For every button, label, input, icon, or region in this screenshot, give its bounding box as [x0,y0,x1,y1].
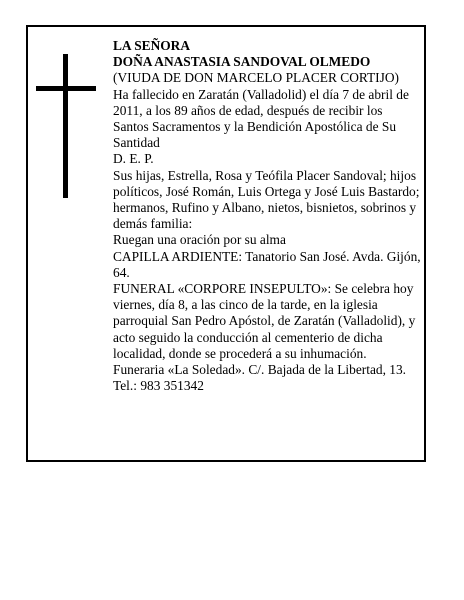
widow-of-line: (VIUDA DE DON MARCELO PLACER CORTIJO) [113,70,399,86]
chapel-info: CAPILLA ARDIENTE: Tanatorio San José. Avda. Gijón, 64. [113,248,421,280]
obituary-text [113,38,421,394]
dep-line: D. E. P. [113,151,154,167]
funeral-home-info: Funeraria «La Soledad». C/. Bajada de la Libertad, 13. Tel.: 983 351342 [113,362,407,394]
cross-icon [36,54,96,198]
deceased-name: DOÑA ANASTASIA SANDOVAL OLMEDO [113,54,371,70]
cross-horizontal-bar [36,86,96,91]
funeral-info: FUNERAL «CORPORE INSEPULTO»: Se celebra hoy viernes, día 8, a las cinco de la tarde, en la iglesia parroquial San Pedro Apóstol, de Zaratán (Valladolid), y acto seguido la conducción al cementerio de dicha localidad, donde se procederá a su inhumación. [113,281,416,361]
cross-vertical-bar [63,54,68,198]
death-statement: Ha fallecido en Zaratán (Valladolid) el día 7 de abril de 2011, a los 89 años de edad, después de recibir los Santos Sacramentos y la Bendición Apostólica de Su Santidad [113,86,409,151]
prayer-request: Ruegan una oración por su alma [113,232,286,248]
notice-title: LA SEÑORA [113,38,191,53]
family-list: Sus hijas, Estrella, Rosa y Teófila Placer Sandoval; hijos políticos, José Román, Luis Ortega y José Luis Bastardo; hermanos, Rufino y Albano, nietos, bisnietos, sobrinos y demás familia: [113,167,420,232]
